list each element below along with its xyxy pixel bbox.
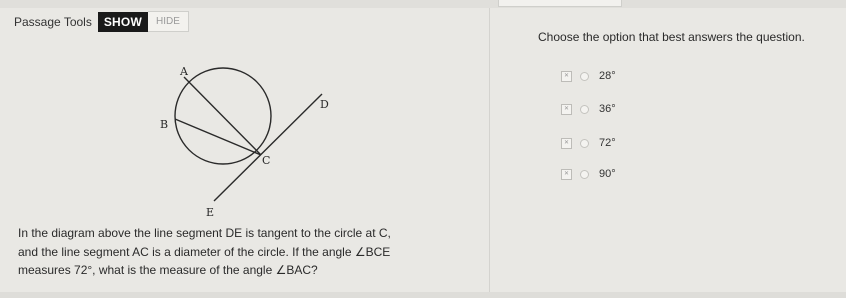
label-a: A (180, 65, 188, 78)
eliminate-icon[interactable]: ✕ (561, 71, 572, 82)
label-b: B (160, 118, 169, 131)
question-text (18, 224, 458, 280)
label-c: C (262, 154, 271, 167)
passage-tools (14, 11, 189, 32)
radio-button[interactable] (580, 170, 589, 179)
tangent-de (214, 94, 322, 201)
hide-button[interactable]: HIDE (148, 11, 189, 32)
radio-button[interactable] (580, 72, 589, 81)
label-d: D (320, 98, 329, 111)
radio-button[interactable] (580, 139, 589, 148)
choice-c[interactable] (561, 137, 616, 149)
question-line: and the line segment AC is a diameter of the circle. If the angle ∠BCE (18, 244, 391, 259)
choice-label[interactable]: 90° (599, 168, 616, 180)
choice-d[interactable] (561, 168, 616, 180)
choice-a[interactable] (561, 70, 616, 82)
top-bar (0, 0, 846, 8)
label-e: E (206, 206, 215, 219)
passage-tools-label: Passage Tools (14, 14, 92, 29)
pane-divider (489, 8, 490, 298)
eliminate-icon[interactable]: ✕ (561, 104, 572, 115)
choice-label[interactable]: 36° (599, 103, 616, 115)
question-line: In the diagram above the line segment DE is tangent to the circle at C, (18, 226, 391, 240)
answer-prompt: Choose the option that best answers the question. (538, 30, 805, 44)
geometry-diagram (150, 58, 350, 223)
radio-button[interactable] (580, 105, 589, 114)
eliminate-icon[interactable]: ✕ (561, 138, 572, 149)
eliminate-icon[interactable]: ✕ (561, 169, 572, 180)
top-tab (498, 0, 622, 7)
choice-label[interactable]: 72° (599, 137, 616, 149)
diameter-ac (184, 77, 261, 155)
choice-label[interactable]: 28° (599, 70, 616, 82)
bottom-border (0, 292, 846, 298)
show-button[interactable]: SHOW (98, 12, 148, 32)
question-line: measures 72°, what is the measure of the angle ∠BAC? (18, 263, 318, 277)
choice-b[interactable] (561, 103, 616, 115)
